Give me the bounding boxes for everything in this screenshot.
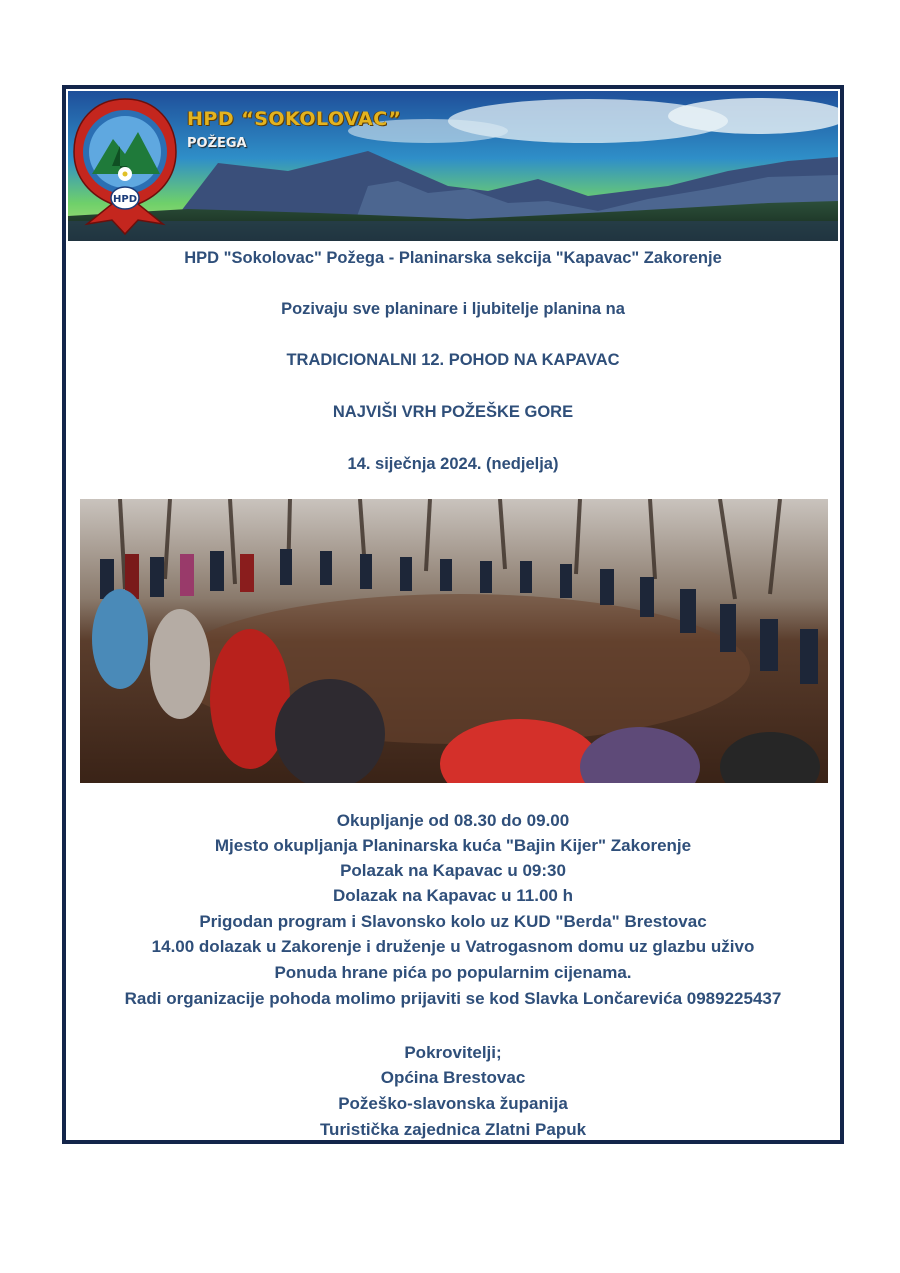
sponsor-item: Općina Brestovac [380,1068,526,1087]
schedule-line: Prigodan program i Slavonsko kolo uz KUD "Berda" Brestovac [199,912,707,931]
schedule-line: Dolazak na Kapavac u 11.00 h [332,886,573,905]
header-banner [68,91,838,241]
logo-hpd-text: HPD [113,194,137,205]
org-name: HPD “SOKOLOVAC” [187,108,402,130]
event-subtitle: NAJVIŠI VRH POŽEŠKE GORE [332,403,574,421]
mountain-landscape-image [68,91,838,241]
invite-line: Pozivaju sve planinare i ljubitelje planina na [281,300,625,318]
club-logo [68,94,183,239]
organizers-line: HPD "Sokolovac" Požega - Planinarska sekcija "Kapavac" Zakorenje [184,249,722,267]
event-photo [80,499,828,783]
sponsors-heading: Pokrovitelji; [404,1043,502,1062]
sponsor-item: Požeško-slavonska županija [338,1094,568,1113]
schedule-line: Polazak na Kapavac u 09:30 [340,861,566,880]
event-title: TRADICIONALNI 12. POHOD NA KAPAVAC [286,351,620,369]
org-city: POŽEGA [187,136,247,151]
schedule-line: 14.00 dolazak u Zakorenje i druženje u Vatrogasnom domu uz glazbu uživo [151,937,755,956]
schedule-line: Ponuda hrane pića po popularnim cijenama. [274,963,632,982]
sponsor-item: Turistička zajednica Zlatni Papuk [319,1120,587,1139]
schedule-line: Radi organizacije pohoda molimo prijaviti se kod Slavka Lončarevića 0989225437 [124,989,782,1008]
schedule-line: Okupljanje od 08.30 do 09.00 [336,811,570,830]
schedule-line: Mjesto okupljanja Planinarska kuća "Bajin Kijer" Zakorenje [214,836,692,855]
event-date: 14. siječnja 2024. (nedjelja) [347,455,559,473]
